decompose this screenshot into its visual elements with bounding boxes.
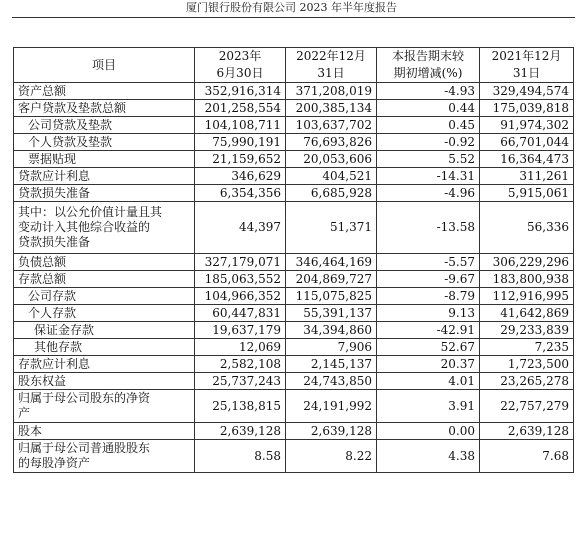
cell-change: -5.57: [377, 254, 480, 271]
table-row: [14, 440, 574, 473]
header-2021-line2: 31日: [512, 66, 541, 80]
cell-2021: 66,701,044: [480, 134, 574, 151]
cell-2023: 44,397: [195, 202, 286, 254]
cell-2022: 76,693,826: [286, 134, 377, 151]
row-label: 保证金存款: [14, 322, 195, 339]
cell-2022: 20,053,606: [286, 151, 377, 168]
row-label: 存款总额: [14, 271, 195, 288]
cell-2022: 51,371: [286, 202, 377, 254]
cell-change: 4.01: [377, 373, 480, 390]
row-label-line2: 的每股净资产: [18, 456, 91, 470]
cell-change: 20.37: [377, 356, 480, 373]
header-2022-dec31: [286, 48, 377, 83]
cell-2021: 22,757,279: [480, 390, 574, 423]
cell-2022: 200,385,134: [286, 100, 377, 117]
row-label-line2: 变动计入其他综合收益的: [18, 220, 151, 234]
cell-2021: 56,336: [480, 202, 574, 254]
table-row: [14, 100, 574, 117]
row-label: 股本: [14, 423, 195, 440]
header-2021-line1: 2021年12月: [491, 49, 562, 63]
header-2022-line2: 31日: [317, 66, 345, 80]
table-row: [14, 373, 574, 390]
cell-2023: 21,159,652: [195, 151, 286, 168]
cell-change: 52.67: [377, 339, 480, 356]
cell-2023: 352,916,314: [195, 83, 286, 100]
header-divider: [12, 17, 575, 18]
cell-2021: 16,364,473: [480, 151, 574, 168]
row-label: 资产总额: [14, 83, 195, 100]
cell-2023: 25,138,815: [195, 390, 286, 423]
cell-2023: 104,966,352: [195, 288, 286, 305]
cell-2021: 112,916,995: [480, 288, 574, 305]
cell-2023: 6,354,356: [195, 185, 286, 202]
cell-2023: 104,108,711: [195, 117, 286, 134]
cell-2022: 346,464,169: [286, 254, 377, 271]
cell-change: -8.79: [377, 288, 480, 305]
cell-2021: 23,265,278: [480, 373, 574, 390]
cell-2022: 371,208,019: [286, 83, 377, 100]
row-label: 存款应计利息: [14, 356, 195, 373]
cell-2021: 41,642,869: [480, 305, 574, 322]
row-label: 个人贷款及垫款: [14, 134, 195, 151]
cell-2021: 1,723,500: [480, 356, 574, 373]
header-item: [14, 48, 195, 83]
row-label: 票据贴现: [14, 151, 195, 168]
cell-2022: 24,743,850: [286, 373, 377, 390]
table-row: [14, 83, 574, 100]
row-label-multiline: [14, 390, 195, 423]
cell-2023: 19,637,179: [195, 322, 286, 339]
row-label: 公司贷款及垫款: [14, 117, 195, 134]
cell-2021: 175,039,818: [480, 100, 574, 117]
cell-2023: 8.58: [195, 440, 286, 473]
row-label: 客户贷款及垫款总额: [14, 100, 195, 117]
row-label: 公司存款: [14, 288, 195, 305]
table-row: [14, 390, 574, 423]
cell-2022: 115,075,825: [286, 288, 377, 305]
cell-2021: 306,229,296: [480, 254, 574, 271]
cell-change: 9.13: [377, 305, 480, 322]
cell-2023: 346,629: [195, 168, 286, 185]
cell-2022: 8.22: [286, 440, 377, 473]
cell-2021: 5,915,061: [480, 185, 574, 202]
table-row: [14, 305, 574, 322]
cell-change: 0.00: [377, 423, 480, 440]
financial-indicators-table: [13, 47, 574, 473]
cell-2022: 34,394,860: [286, 322, 377, 339]
cell-2023: 201,258,554: [195, 100, 286, 117]
table-row: [14, 134, 574, 151]
row-label: 其他存款: [14, 339, 195, 356]
cell-2022: 55,391,137: [286, 305, 377, 322]
table-row: [14, 356, 574, 373]
cell-2022: 204,869,727: [286, 271, 377, 288]
cell-2021: 329,494,574: [480, 83, 574, 100]
header-2023-line2: 6月30日: [216, 66, 264, 80]
cell-change: 4.38: [377, 440, 480, 473]
row-label-multiline: [14, 202, 195, 254]
row-label-line3: 贷款损失准备: [18, 235, 91, 249]
table-row: [14, 254, 574, 271]
row-label-line2: 产: [18, 406, 31, 420]
header-change-line2: 期初增减(%): [393, 66, 463, 80]
cell-change: 0.44: [377, 100, 480, 117]
cell-2022: 6,685,928: [286, 185, 377, 202]
cell-2021: 29,233,839: [480, 322, 574, 339]
cell-2021: 7.68: [480, 440, 574, 473]
cell-2022: 2,145,137: [286, 356, 377, 373]
cell-2022: 404,521: [286, 168, 377, 185]
cell-2022: 7,906: [286, 339, 377, 356]
cell-change: -9.67: [377, 271, 480, 288]
table-row: [14, 151, 574, 168]
header-2022-line1: 2022年12月: [296, 49, 366, 63]
cell-change: -42.91: [377, 322, 480, 339]
row-label: 贷款损失准备: [14, 185, 195, 202]
cell-2023: 2,582,108: [195, 356, 286, 373]
table-row: [14, 202, 574, 254]
row-label-line1: 其中：以公允价值计量且其: [18, 205, 163, 219]
cell-2023: 60,447,831: [195, 305, 286, 322]
row-label: 股东权益: [14, 373, 195, 390]
table-row: [14, 168, 574, 185]
cell-2021: 91,974,302: [480, 117, 574, 134]
cell-2023: 2,639,128: [195, 423, 286, 440]
table-header-row: [14, 48, 574, 83]
cell-2023: 75,990,191: [195, 134, 286, 151]
table-row: [14, 339, 574, 356]
row-label-line1: 归属于母公司普通股股东: [18, 441, 151, 455]
table-row: [14, 185, 574, 202]
cell-2022: 24,191,992: [286, 390, 377, 423]
header-item-label: 项目: [91, 57, 116, 72]
cell-change: -4.96: [377, 185, 480, 202]
cell-change: 0.45: [377, 117, 480, 134]
cell-change: 5.52: [377, 151, 480, 168]
page-header: 厦门银行股份有限公司 2023 年半年度报告: [186, 1, 397, 14]
table-row: [14, 271, 574, 288]
cell-change: -14.31: [377, 168, 480, 185]
cell-2021: 183,800,938: [480, 271, 574, 288]
cell-2023: 12,069: [195, 339, 286, 356]
header-2023-line1: 2023年: [218, 49, 262, 63]
cell-2022: 2,639,128: [286, 423, 377, 440]
table-row: [14, 117, 574, 134]
row-label-multiline: [14, 440, 195, 473]
row-label-line1: 归属于母公司股东的净资: [18, 391, 151, 405]
row-label: 个人存款: [14, 305, 195, 322]
cell-change: -13.58: [377, 202, 480, 254]
cell-change: -4.93: [377, 83, 480, 100]
cell-change: -0.92: [377, 134, 480, 151]
cell-2021: 7,235: [480, 339, 574, 356]
cell-2023: 327,179,071: [195, 254, 286, 271]
cell-2023: 185,063,552: [195, 271, 286, 288]
cell-change: 3.91: [377, 390, 480, 423]
header-change-line1: 本报告期末较: [391, 49, 464, 63]
table-row: [14, 322, 574, 339]
header-2023-jun30: [195, 48, 286, 83]
cell-2021: 2,639,128: [480, 423, 574, 440]
row-label: 贷款应计利息: [14, 168, 195, 185]
header-2021-dec31: [480, 48, 574, 83]
header-change-pct: [377, 48, 480, 83]
table-row: [14, 423, 574, 440]
table-row: [14, 288, 574, 305]
cell-2023: 25,737,243: [195, 373, 286, 390]
cell-2022: 103,637,702: [286, 117, 377, 134]
cell-2021: 311,261: [480, 168, 574, 185]
row-label: 负债总额: [14, 254, 195, 271]
